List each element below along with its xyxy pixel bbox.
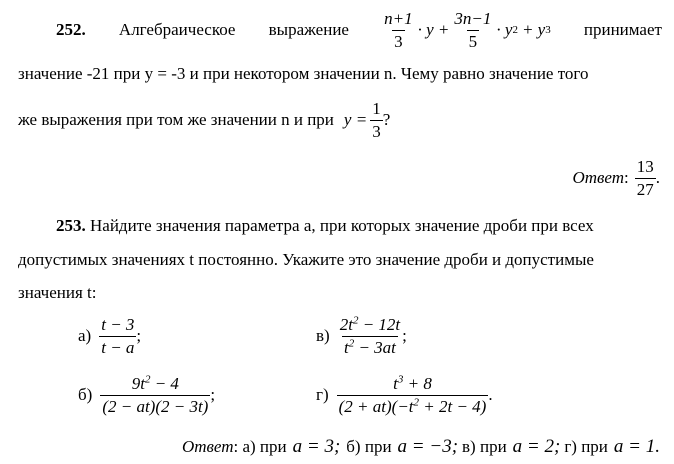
- p253-line1: [56, 216, 662, 236]
- item-label: б): [78, 385, 93, 405]
- fraction-numerator: t − 3: [101, 315, 135, 334]
- p253-item-g: [316, 375, 493, 416]
- item-fraction: [100, 375, 210, 416]
- punctuation: .: [488, 385, 493, 405]
- text-span: ?: [382, 110, 391, 130]
- text-span: Найдите значения параметра a, при которых значение дроби при всех: [85, 216, 594, 235]
- p252-word-3: принимает: [583, 20, 662, 40]
- item-label: а): [78, 326, 92, 346]
- answer-value: a = −3;: [397, 436, 459, 457]
- p253-answer: [182, 436, 660, 458]
- term: − 4: [150, 374, 179, 393]
- p253-number: 253.: [56, 216, 86, 235]
- p252-number: 252.: [56, 20, 86, 40]
- answer-label: Ответ: [181, 437, 234, 456]
- fraction-denominator: t − a: [101, 337, 135, 357]
- exponent: 2: [144, 373, 151, 386]
- fraction-numerator: 1: [372, 99, 381, 118]
- p252-fraction-1: [382, 10, 414, 51]
- exponent: 2: [348, 337, 355, 350]
- fraction-denominator: (2 − at)(2 − 3t): [102, 396, 209, 416]
- text-span: : а) при: [233, 437, 287, 456]
- answer-label: Ответ: [572, 168, 625, 188]
- p253-line2: допустимых значениях t постоянно. Укажите это значение дроби и допустимые: [18, 250, 594, 269]
- fraction-denominator: 3: [394, 31, 403, 51]
- p252-answer: [572, 158, 660, 199]
- term: t: [393, 374, 398, 393]
- term: + 2t − 4): [419, 396, 487, 416]
- answer-value: a = 2;: [512, 436, 561, 457]
- p252-line2: значение -21 при y = -3 и при некотором значении n. Чему равно значение того: [18, 64, 589, 83]
- period: .: [655, 168, 660, 188]
- answer-fraction: [635, 158, 656, 199]
- answer-value: a = 3;: [292, 436, 341, 457]
- fraction-denominator: 5: [468, 31, 478, 51]
- item-label: г): [316, 385, 329, 405]
- fraction-numerator: 13: [636, 157, 654, 176]
- p253-line3: значения t:: [18, 283, 97, 302]
- term: + 8: [403, 374, 432, 393]
- exponent: 2: [413, 396, 420, 409]
- item-fraction: [337, 375, 489, 416]
- fraction-denominator: 3: [372, 121, 381, 141]
- text-span: б) при: [346, 437, 392, 456]
- p252-word-1: Алгебраическое: [118, 20, 236, 40]
- p252-fraction-2: [452, 10, 493, 51]
- term: t: [343, 337, 349, 357]
- p253-item-v: [316, 316, 407, 357]
- fraction-denominator: 27: [636, 179, 654, 199]
- answer-colon: :: [624, 168, 629, 188]
- term: − 3at: [354, 337, 396, 357]
- item-fraction: [338, 316, 402, 357]
- p252-expression: $\frac{n+1}{3}$ · y + $\frac{3n-1}{5}$ · y 2 + y 3: [384, 9, 551, 51]
- term: − 12t: [358, 315, 401, 334]
- expression-term: · y +: [417, 20, 450, 40]
- text-span: г) при: [564, 437, 608, 456]
- item-fraction: [99, 316, 136, 357]
- term: (2 + at)(−t: [338, 396, 414, 416]
- punctuation: ;: [210, 385, 216, 405]
- p252-line1: [56, 10, 662, 51]
- term: 9t: [131, 374, 145, 393]
- text-span: же выражения при том же значении n и при: [18, 110, 334, 130]
- term: 2t: [339, 315, 353, 334]
- expression-term: + y: [521, 20, 546, 40]
- exponent: 2: [352, 314, 359, 327]
- p252-y-fraction: [370, 100, 383, 141]
- p252-line3: [18, 100, 662, 141]
- punctuation: ;: [136, 326, 142, 346]
- punctuation: ;: [402, 326, 407, 346]
- p253-item-a: [78, 316, 141, 357]
- item-label: в): [316, 326, 330, 346]
- p253-item-b: [78, 375, 215, 416]
- variable-y: y =: [343, 110, 368, 130]
- fraction-numerator: 3n−1: [454, 9, 492, 28]
- exponent: 3: [397, 373, 404, 386]
- expression-term: · y: [496, 20, 513, 40]
- fraction-numerator: n+1: [384, 9, 413, 28]
- text-span: в) при: [462, 437, 507, 456]
- answer-value: a = 1.: [613, 436, 660, 457]
- p252-word-2: выражение: [268, 20, 349, 40]
